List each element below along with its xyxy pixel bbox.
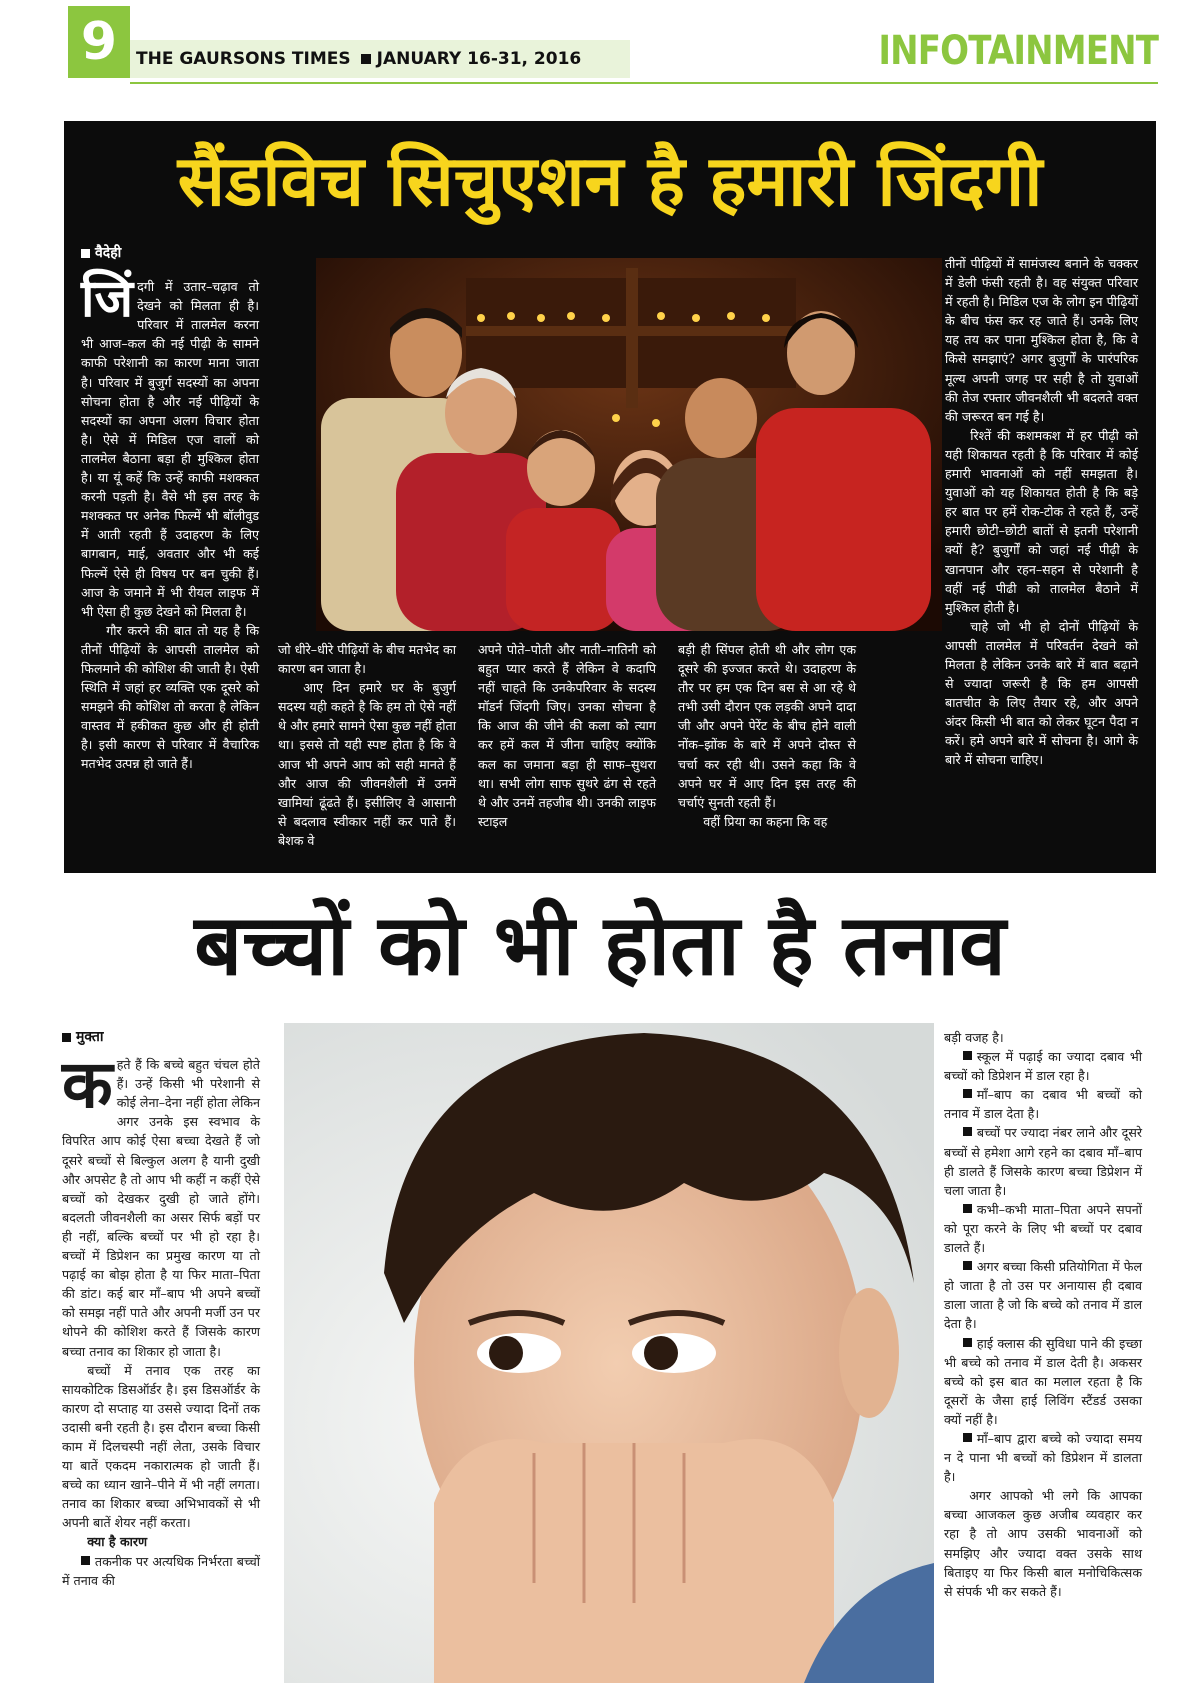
article2-bullet-text: कभी–कभी माता–पिता अपने सपनों को पूरा करने के लिए भी बच्चों पर दबाव डालते हैं।: [944, 1201, 1142, 1256]
bullet-square-icon: [963, 1433, 972, 1442]
article2-bullet: [944, 1047, 1142, 1085]
article2-bullet-text: अगर बच्चा किसी प्रतियोगिता में फेल हो जाता है तो उस पर अनायास ही दबाव डाला जाता है जो कि बच्चे को तनाव में डाल देता है।: [944, 1259, 1142, 1332]
article2-bullet-text: माँ–बाप द्वारा बच्चे को ज्यादा समय न दे पाना भी बच्चों को डिप्रेशन में डालता है।: [944, 1430, 1142, 1485]
separator-square-icon: [361, 54, 371, 64]
article2-headline: बच्चों को भी होता है तनाव: [194, 896, 1006, 994]
child-photo: [284, 1023, 934, 1683]
article2-dropcap: क: [62, 1045, 113, 1124]
article-sandwich-situation: [64, 121, 1156, 873]
article2-bullet: [944, 1257, 1142, 1333]
article1-para: [81, 268, 259, 621]
bullet-square-icon: [963, 1338, 972, 1347]
article2-bullet-text: हाई क्लास की सुविधा पाने की इच्छा भी बच्चे को तनाव में डाल देती है। अकसर बच्चे को इस बात का मलाल रहता है कि दूसरों के जैसा हाई लिविंग स्टैंडर्ड उसका क्यों नहीं है।: [944, 1335, 1142, 1427]
issue-date: JANUARY 16-31, 2016: [376, 49, 582, 69]
article1-column-2: [278, 640, 456, 850]
article2-bullet: [944, 1334, 1142, 1429]
family-photo: [316, 258, 942, 631]
article1-para: अपने पोते–पोती और नाती–नातिनी को बहुत प्यार करते हैं लेकिन वे कदापि नहीं चाहते कि उनकेपरिवार के सदस्य मॉडर्न जिंदगी जिए। उनका सोचना है कि आज की जीने की कला को त्याग कर हमें कल में जीना चाहिए क्योंकि कल का जमाना बड़ा ही साफ–सुथरा था। सभी लोग साफ सुथरे ढंग से रहते थे और उनमें तहजीब थी। उनकी लाइफ स्टाइल: [478, 642, 656, 829]
article1-column-3: [478, 640, 656, 831]
article2-author: मुक्ता: [76, 1029, 104, 1045]
article2-para: अगर आपको भी लगे कि आपका बच्चा आजकल कुछ अजीब व्यवहार कर रहा है तो आप उसकी भावनाओं को समझिए और ज्यादा वक्त उसके साथ बिताइए या फिर किसी बाल मनोचिकित्सक से संपर्क भी कर सकते हैं।: [944, 1488, 1142, 1599]
article1-dropcap: जिं: [81, 268, 134, 330]
byline-square-icon: [62, 1033, 71, 1042]
article1-para: तीनों पीढ़ियों में सामंजस्य बनाने के चक्कर में डेली फंसी रहती है। वह संयुक्त परिवार में रहती है। मिडिल एज के लोग इन पीढ़ियों के बीच फंस कर रह जाते हैं। उनके लिए यह तय कर पाना मुश्किल होता है, कि वे किसे समझाएं? अगर बुजुर्गों के पारंपरिक मूल्य अपनी जगह पर सही है तो युवाओं की तेज रफ्तार जीवनशैली भी बदलते वक्त की जरूरत बन गई है।: [945, 256, 1138, 424]
article2-bullet-text: बच्चों पर ज्यादा नंबर लाने और दूसरे बच्चों से हमेशा आगे रहने का दबाव माँ–बाप ही डालते हैं जिसके कारण बच्चा डिप्रेशन में चला जाता है।: [944, 1125, 1142, 1198]
article2-column-1: [62, 1028, 260, 1590]
article1-para: रिश्तें की कशमकश में हर पीढ़ी को यही शिकायत रहती है कि परिवार में कोई हमारी भावनाओं को नहीं समझता है। युवाओं को यह शिकायत होती है कि बड़े हर बात पर हमें रोक-टोक ते रहते हैं, उन्हें हमारी छोटी–छोटी बातों से इतनी परेशानी क्यों है? बुजुर्गों को जहां नई पीढ़ी के खानपान और रहन–सहन से परेशानी है वहीं नई पीढी को तालमेल बैठाने में मुश्किल होती है।: [945, 427, 1138, 615]
article1-byline: [81, 244, 259, 263]
article1-para: जो धीरे–धीरे पीढ़ियों के बीच मतभेद का कारण बन जाता है।: [278, 642, 456, 677]
article1-headline: सैंडविच सिचुएशन है हमारी जिंदगी: [177, 140, 1043, 222]
article1-para: वहीं प्रिया का कहना कि वह: [703, 813, 828, 829]
article2-byline: [62, 1028, 260, 1047]
article2-bullet-text: माँ–बाप का दबाव भी बच्चों को तनाव में डाल देता है।: [944, 1087, 1142, 1122]
page-number: 9: [68, 6, 130, 78]
byline-square-icon: [81, 249, 90, 258]
article2-bullet: [944, 1123, 1142, 1199]
masthead: [68, 6, 1158, 78]
article2-bullet: [944, 1085, 1142, 1123]
article2-bullet: [944, 1429, 1142, 1486]
article2-para: बड़ी वजह है।: [944, 1030, 1004, 1045]
child-photo-illustration: [284, 1023, 934, 1683]
bullet-square-icon: [963, 1051, 972, 1060]
article1-author: वैदेही: [95, 245, 122, 261]
bullet-square-icon: [963, 1127, 972, 1136]
article2-column-2: [944, 1028, 1142, 1601]
bullet-square-icon: [963, 1204, 972, 1213]
article1-para: आए दिन हमारे घर के बुजुर्ग सदस्य यही कहते है कि हम तो ऐसे नहीं थे और हमारे सामने ऐसा कुछ नहीं होता था। इससे तो यही स्पष्ट होता है कि वे आज भी अपने आप को सही मानते हैं और आज की जीवनशैली में उनमें खामियां ढूंढते हैं। इसीलिए वे आसानी से बदलाव स्वीकार नहीं कर पाते हैं। बेशक वे: [278, 680, 456, 848]
article2-para: [62, 1045, 260, 1361]
bullet-square-icon: [81, 1556, 90, 1565]
article1-para: चाहे जो भी हो दोनों पीढ़ियों के आपसी तालमेल में परिवर्तन देखने को मिलता है लेकिन उनके बारे में बात बढ़ाने से ज्यादा जरूरी है कि हम आपसी बातचीत के लिए तैयार रहे, और अपने अंदर किसी भी बात को लेकर घूटन पैदा न करें। हमे अपने बारे में सोचना है। आगे के बारे में सोचना चाहिए।: [945, 618, 1138, 768]
article1-column-4: [678, 640, 856, 831]
paper-info-bar: [130, 40, 630, 78]
article2-bullet-text: स्कूल में पढ़ाई का ज्यादा दबाव भी बच्चों को डिप्रेशन में डाल रहा है।: [944, 1049, 1142, 1084]
article2-para: बच्चों में तनाव एक तरह का सायकोटिक डिसऑर्डर है। इस डिसऑर्डर के कारण दो सप्ताह या उससे ज्यादा दिनों तक उदासी बनी रहती है। इस दौरान बच्चा किसी काम में दिलचस्पी नहीं लेता, उसके विचार या बातें एकदम नकारात्मक हो जाती हैं। बच्चे का ध्यान खाने–पीने में भी नहीं लगता। तनाव का शिकार बच्चा अभिभावकों से भी अपनी बातें शेयर नहीं करता।: [62, 1362, 260, 1531]
article1-column-5: [945, 254, 1138, 770]
article2-bullet: [62, 1552, 260, 1590]
section-label: INFOTAINMENT: [878, 28, 1158, 74]
article1-para: बड़ी ही सिंपल होती थी और लोग एक दूसरे की इज्जत करते थे। उदाहरण के तौर पर हम एक दिन बस से आ रहे थे तभी उसी दौरान एक लड़की अपने दादा जी और अपने पेरेंट के बीच होने वाली नोंक–झोंक के बारे में अपने दोस्त से चर्चा कर रही थी। उसने कहा कि वे अपने घर में आए दिन इस तरह की चर्चाएं सुनती रहती हैं।: [678, 642, 856, 810]
article2-subhead: क्या है कारण: [87, 1534, 148, 1550]
masthead-rule: [130, 82, 1158, 84]
bullet-square-icon: [963, 1089, 972, 1098]
article2-bullet: [944, 1200, 1142, 1257]
article1-column-1: [81, 244, 259, 774]
article2-para-text: हते हैं कि बच्चे बहुत चंचल होते हैं। उन्हें किसी भी परेशानी से कोई लेना–देना नहीं होता लेकिन अगर उनके इस स्वभाव के विपरित आप कोई ऐसा बच्चा देखते हैं जो दूसरे बच्चों से बिल्कुल अलग है यानी दुखी और अपसेट है तो आप भी कहीं न कहीं ऐसे बच्चों को देखकर दुखी हो जाते होंगे। बदलती जीवनशैली का असर सिर्फ बड़ों पर ही नहीं, बल्कि बच्चों पर भी हो रहा है। बच्चों में डिप्रेशन का प्रमुख कारण या तो पढ़ाई का बोझ होता है या फिर माता–पिता की डांट। कई बार माँ–बाप भी अपने बच्चों को समझ नहीं पाते और अपनी मर्जी उन पर थोपने की कोशिश करते हैं जिसके कारण बच्चा तनाव का शिकार हो जाता है।: [62, 1057, 260, 1359]
paper-name: THE GAURSONS TIMES: [136, 49, 351, 69]
article2-bullet-text: तकनीक पर अत्यधिक निर्भरता बच्चों में तनाव की: [62, 1553, 260, 1588]
article1-para-text: दगी में उतार–चढ़ाव तो देखने को मिलता ही है। परिवार में तालमेल करना भी आज–कल की नई पीढ़ी के सामने काफी परेशानी का कारण माना जाता है। परिवार में बुजुर्ग सदस्यों का अपना सोचना होता है और नई पीढ़ियों के सदस्यों का अपना अलग विचार होता है। ऐसे में मिडिल एज वालों को तालमेल बैठाना बड़ा ही मुश्किल होता है। या यूं कहें कि उन्हें काफी मशक्कत करनी पड़ती है। वैसे भी इस तरह के मशक्कत पर अनेक फिल्में भी बॉलीवुड में आती रहती हैं उदाहरण के लिए बागबान, माई, अवतार और भी कई फिल्में ऐसे ही विषय पर बन चुकी हैं। आज के जमाने में भी रीयल लाइफ में भी ऐसा ही कुछ देखने को मिलता है।: [81, 279, 259, 619]
article1-para: गौर करने की बात तो यह है कि तीनों पीढ़ियों के आपसी तालमेल को फिलमाने की कोशिश की जाती है। ऐसी स्थिति में जहां हर व्यक्ति एक दूसरे को समझने की कोशिश तो करता है लेकिन वास्तव में हकीकत कुछ और ही होती है। इसी कारण से परिवार में वैचारिक मतभेद उत्पन्न हो जाते हैं।: [81, 622, 259, 772]
family-photo-illustration: [316, 258, 942, 631]
bullet-square-icon: [963, 1261, 972, 1270]
